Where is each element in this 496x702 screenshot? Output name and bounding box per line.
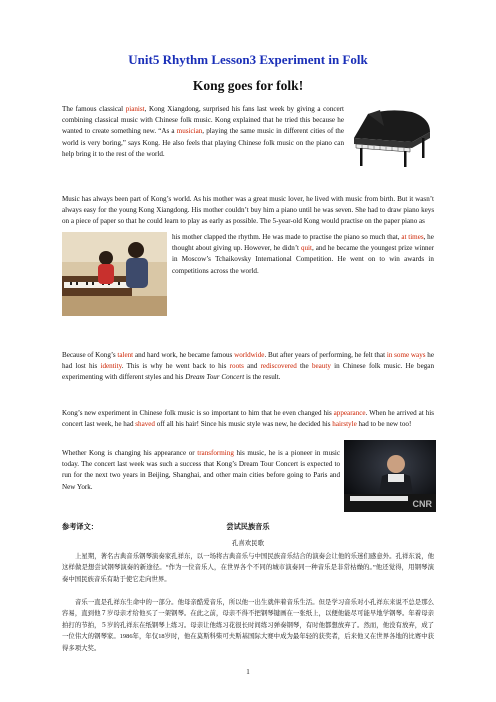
- translation-subheading: 孔喜欢民歌: [232, 540, 264, 547]
- translation-label: 参考译文：: [62, 523, 98, 531]
- paragraph-3: Because of Kong’s talent and hard work, he became famous worldwide. But after years of performing, he felt that in some ways he had lost his identity. This is why he went back to his roots and rediscovered the beauty in Chinese folk music. He began experimenting with different styles and his Dream Tour Concert is the result.: [62, 351, 434, 382]
- paragraph-2-text: Music has always been part of Kong’s world. As his mother was a great music lover, he lived with music from birth. But it wasn’t always easy for the young Kong Xiangdong. His mother couldn’t buy him a piano until he was seven. She had to draw piano keys on a piece of paper so that he could learn to play as early as possible. The 5-year-old Kong would practise on the paper piano as: [62, 195, 434, 226]
- article-title: Kong goes for folk!: [192, 78, 304, 93]
- paragraph-4: Kong’s new experiment in Chinese folk music is so important to him that he even changed his appearance. When he arrived at his concert last week, he had shaved off all his hair! Since his music style was new, he decided his hairstyle had to be new too!: [62, 409, 434, 429]
- paragraph-1: The famous classical pianist, Kong Xiangdong, surprised his fans last week by giving a concert combining classical music with Chinese folk music. Kong explained that he tried this because he wanted to create something new. “As a musician, playing the same music in different cities of the world is very boring,” says Kong. He also feels that playing Chinese folk music on the piano can help bring it to the rest of the world.: [62, 105, 344, 158]
- paragraph-5: Whether Kong is changing his appearance or transforming his music, he is a pioneer in music today. The concert last week was such a success that Kong’s Dream Tour Concert is expected to run for the next two years in Beijing, Shanghai, and other main cities before going to Paris and New York.: [62, 449, 340, 491]
- translation-paragraph-2: 音乐一直是孔祥东生命中的一部分。他母亲酷爱音乐，所以他一出生就伴着音乐生活。但是学习音乐对小孔祥东来说不总是那么容易，直到他７岁母亲才给他买了一架钢琴。在此之前，母亲不得不把钢琴键画在一张纸上，以便他能尽可能早地学钢琴。年着母亲拍打的节拍，５岁的孔祥东在纸钢琴上练习。母亲让他练习花很长时间练习弹奏钢琴，有时他都想放弃了。然而，他没有放弃，成了一位伟大的钢琴家。1986年，年仅18岁时，他在莫斯科柴可夫斯基国际大赛中成为最年轻的获奖者，后来他又在世界各地的比赛中获得多项大奖。: [62, 599, 434, 652]
- mother-and-child-at-piano-photo: [62, 232, 167, 316]
- photo-watermark: CNR: [412, 499, 432, 509]
- pianist-performing-photo: [344, 440, 436, 512]
- translation-paragraph-1: 上星期，著名古典音乐钢琴演奏家孔祥东，以一场将古典音乐与中国民族音乐结合的演奏会让他的乐迷们感意外。孔祥东说，他这样做是想尝试钢琴演奏的新途径。“作为一位音乐人，在世界各个不同的城市演奏同一种音乐是非常枯燥的。”他还觉得，用钢琴演奏中国民族音乐有助于使它走向世界。: [62, 553, 434, 583]
- paragraph-2-continued: his mother clapped the rhythm. He was made to practise the piano so much that, at times, he thought about giving up. However, he didn’t quit, and he became the youngest prize winner in Moscow’s Tchaikovsky International Competition. He went on to win awards in competitions across the world.: [172, 233, 435, 275]
- page-number: 1: [246, 668, 250, 676]
- grand-piano-photo: [350, 108, 434, 170]
- lesson-title: Unit5 Rhythm Lesson3 Experiment in Folk: [128, 52, 368, 67]
- translation-heading: 尝试民族音乐: [226, 523, 270, 531]
